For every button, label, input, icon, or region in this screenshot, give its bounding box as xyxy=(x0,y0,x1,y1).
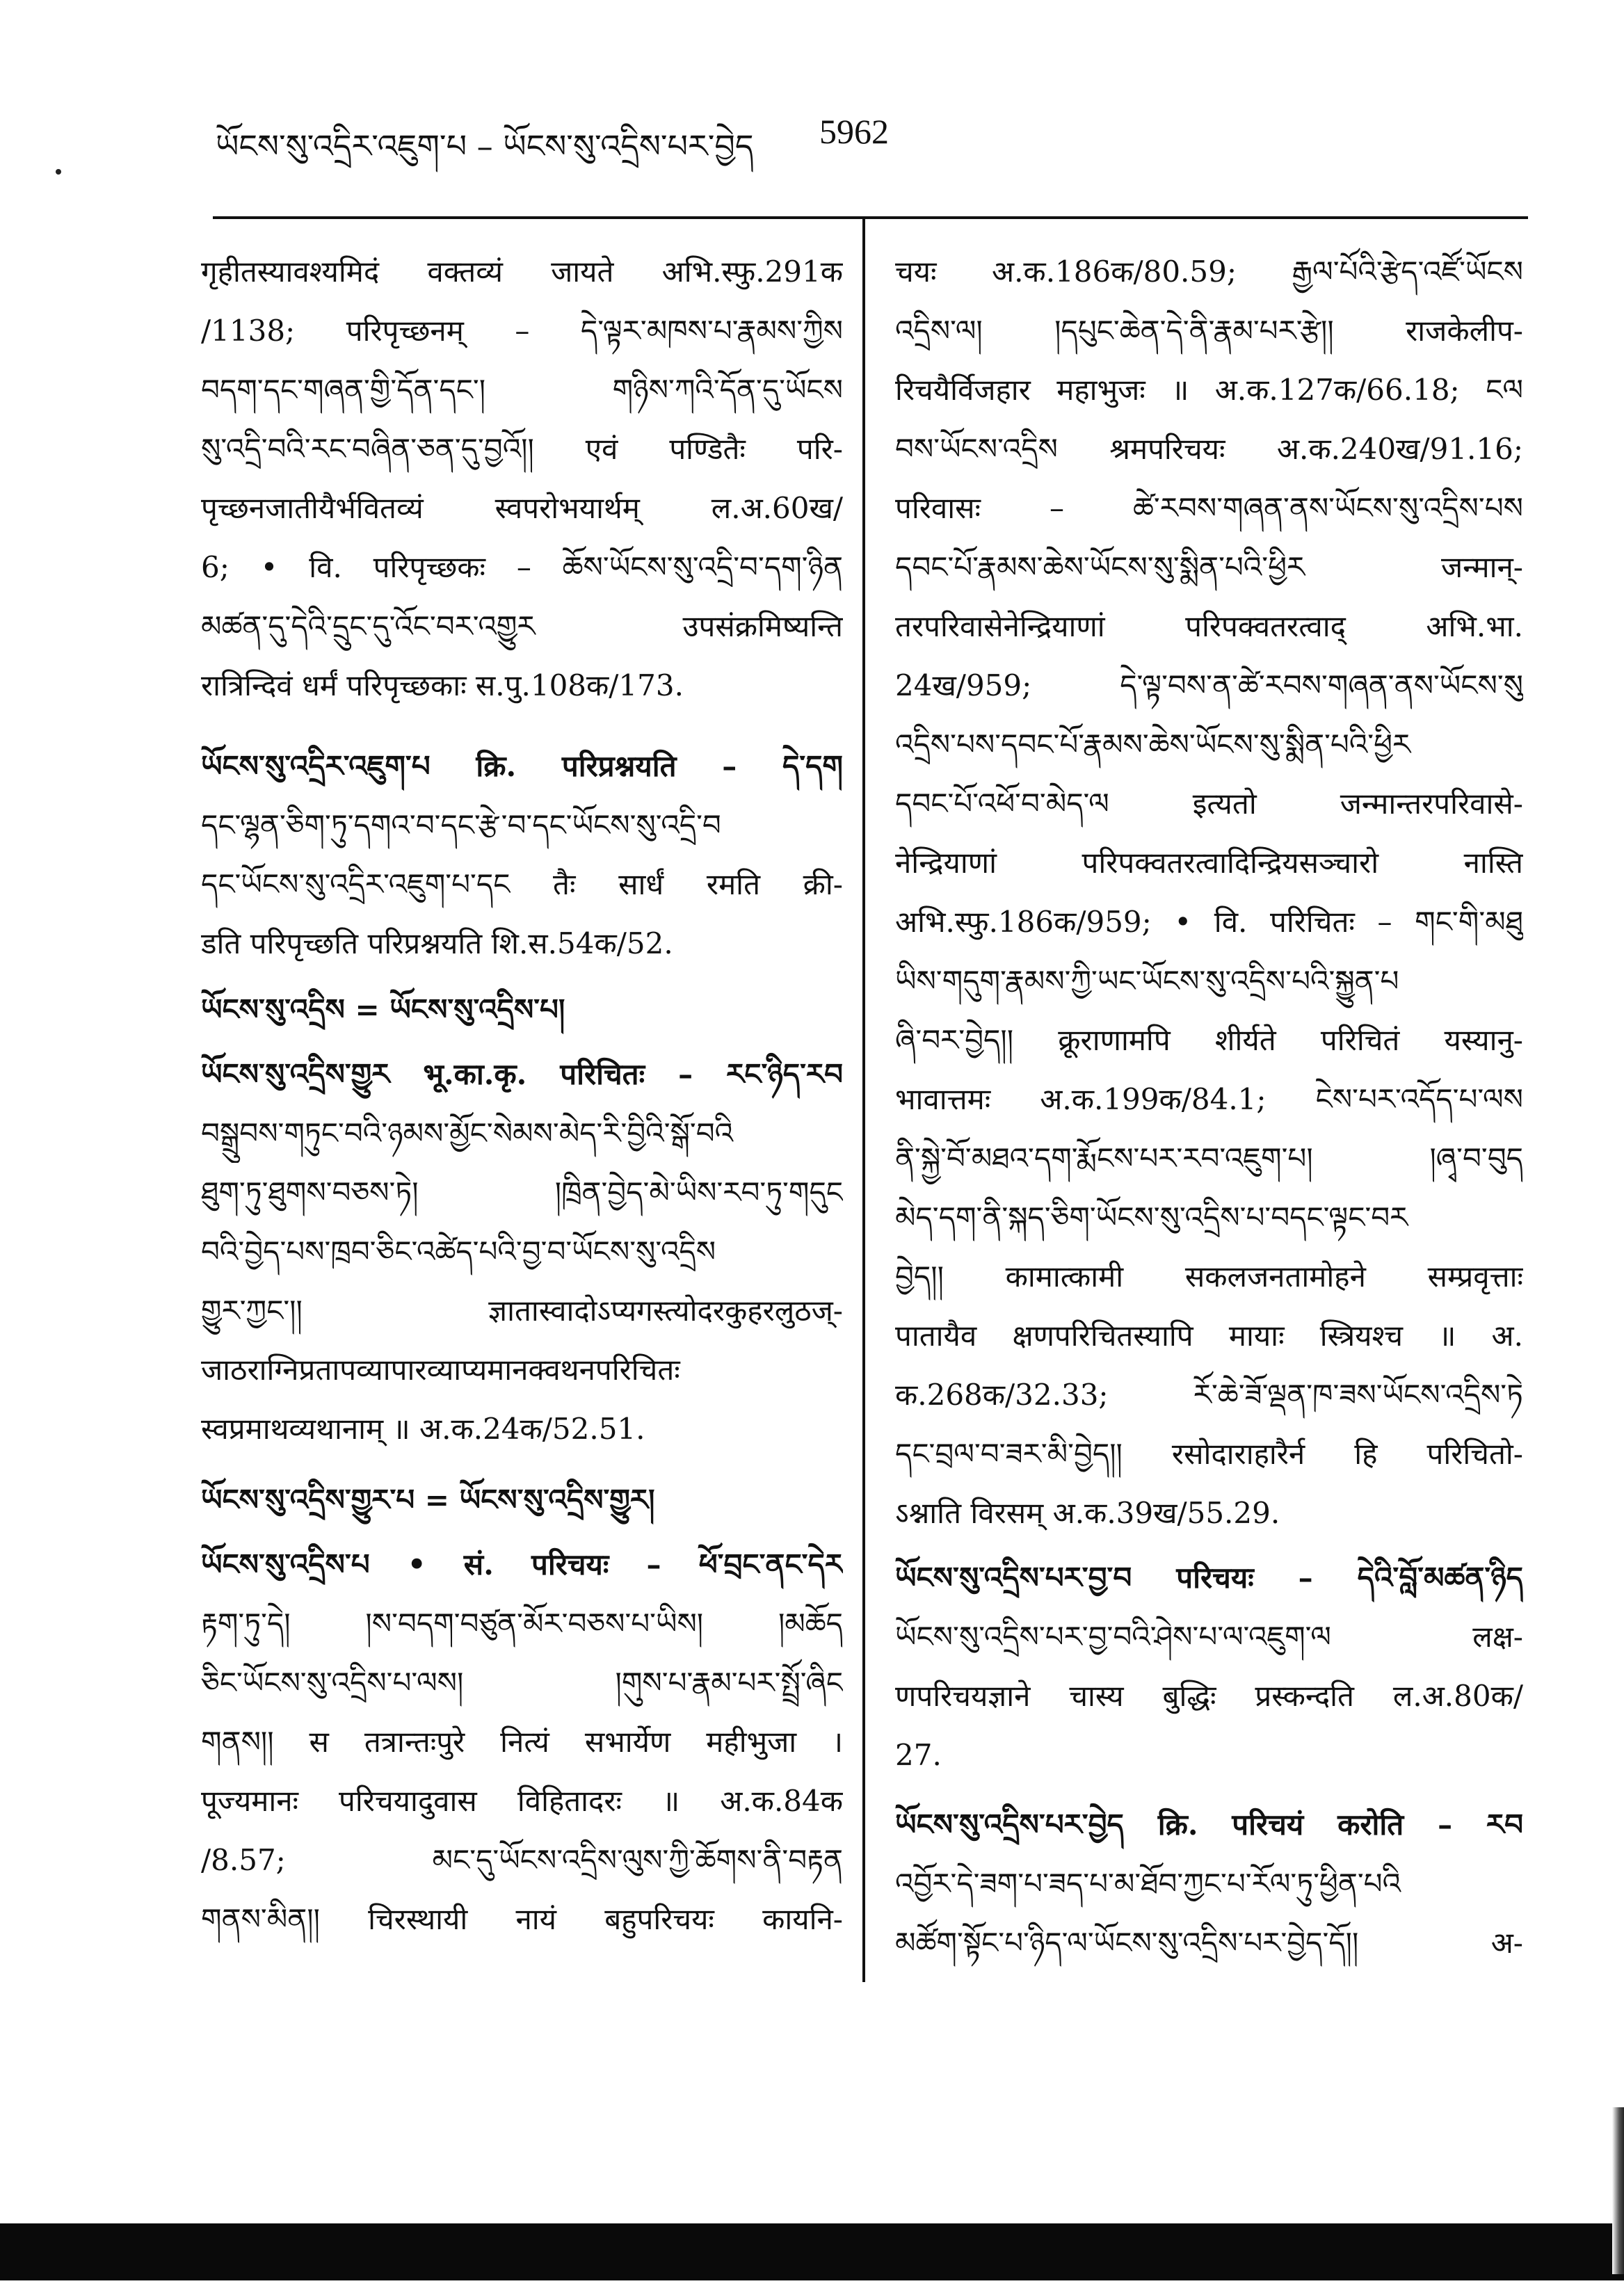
text-line: དབང་པོ་རྣམས་ཆེས་ཡོངས་སུ་སྨིན་པའི་ཕྱིར जन्मान्- xyxy=(895,550,1523,584)
text-line: नेन्द्रियाणां परिपक्वतरत्वादिन्द्रियसञ्चारो नास्ति xyxy=(895,846,1523,880)
text-line: གནས་མིན།། चिरस्थायी नायं बहुपरिचयः कायनि- xyxy=(201,1902,843,1936)
scan-bottom-edge xyxy=(0,2223,1624,2280)
entry-headword-line: ཡོངས་སུ་འདྲིས = ཡོངས་སུ་འདྲིས་པ། xyxy=(201,992,565,1027)
text-line: གནས།། स तत्रान्तःपुरे नित्यं सभार्येण महीभुजा । xyxy=(201,1725,843,1759)
text-line: སུ་འདྲི་བའི་རང་བཞིན་ཅན་དུ་བྱའོ།། एवं पण्डितैः परि- xyxy=(201,432,843,466)
right-column xyxy=(895,242,1523,1972)
entry-headword-line: ཡོངས་སུ་འདྲིས་གྱུར་པ = ཡོངས་སུ་འདྲིས་གྱུར། xyxy=(201,1483,655,1517)
text-line: अभि.स्फु.186क/959; • वि. परिचितः – གང་གི་མཐུ xyxy=(895,905,1523,939)
text-line: འབྱོར་དེ་ཟག་པ་ཟད་པ་མ་ཐོབ་ཀྱང་པ་རོལ་ཏུ་ཕྱིན་པའི xyxy=(895,1867,1401,1901)
text-line: गृहीतस्यावश्यमिदं वक्तव्यं जायते अभि.स्फु.291क xyxy=(201,255,843,289)
text-line: णपरिचयज्ञाने चास्य बुद्धिः प्रस्कन्दति ल.अ.80क/ xyxy=(895,1679,1523,1713)
text-line: 24ख/959; དེ་ལྟ་བས་ན་ཚེ་རབས་གཞན་ནས་ཡོངས་སུ xyxy=(895,668,1523,702)
text-line: བསྒྲུབས་གཏུང་བའི་ཉམས་མྱོང་སེམས་མེད་རི་བྱིའི་སྒོ་བའི xyxy=(201,1116,734,1150)
page-number: 5962 xyxy=(819,112,889,151)
text-line: /1138; परिपृच्छनम् – དེ་ལྟར་མཁས་པ་རྣམས་ཀྱིས xyxy=(201,314,843,348)
column-divider xyxy=(862,218,865,1982)
text-line: पूज्यमानः परिचयादुवास विहितादरः ॥ अ.क.84क xyxy=(201,1784,843,1818)
text-line: चयः अ.क.186क/80.59; རྒྱལ་པོའི་རྩེད་འཛོ་ཡོངས xyxy=(895,255,1523,289)
entry-headword-line: ཡོངས་སུ་འདྲིས་གྱུར भू.का.कृ. परिचितः – རང་ཉིད་རབ xyxy=(201,1057,843,1091)
text-line: མཚན་དུ་དེའི་དྲུང་དུ་འོང་བར་འགྱུར उपसंक्रमिष्यन्ति xyxy=(201,609,843,643)
text-line: བས་ཡོངས་འདྲིས श्रमपरिचयः अ.क.240ख/91.16; xyxy=(895,432,1523,466)
text-line: ཞི་བར་བྱེད།། क्रूराणामपि शीर्यते परिचितं यस्यानु- xyxy=(895,1023,1523,1057)
text-line: पृच्छनजातीयैर्भवितव्यं स्वपरोभयार्थम् ल.अ.60ख/ xyxy=(201,491,843,525)
text-line: 6; • वि. परिपृच्छकः – ཆོས་ཡོངས་སུ་འདྲི་བ་དག་ཉིན xyxy=(201,550,843,584)
text-line: परिवासः – ཚེ་རབས་གཞན་ནས་ཡོངས་སུ་འདྲིས་པས xyxy=(895,491,1523,525)
header-rule xyxy=(213,216,1528,219)
text-line: जाठराग्निप्रतापव्यापारव्याप्यमानक्वथनपरिचितः xyxy=(201,1353,680,1387)
text-line: क.268क/32.33; རོ་ཆེ་ཟོ་ལྡན་ཁ་ཟས་ཡོངས་འདྲིས་ཏེ xyxy=(895,1378,1523,1412)
text-line: /8.57; མང་དུ་ཡོངས་འདྲིས་ལུས་ཀྱི་ཆོགས་ནི་བརྟན xyxy=(201,1843,843,1877)
text-line: तरपरिवासेनेन्द्रियाणां परिपक्वतरत्वाद् अभि.भा. xyxy=(895,609,1523,643)
text-line: གྱུར་ཀྱང་།། ज्ञातास्वादोऽप्यगस्त्योदरकुहरलुठज्- xyxy=(201,1294,843,1328)
text-line: དང་བྲལ་བ་ཟར་མི་བྱེད།། रसोदाराहारैर्न हि परिचितो- xyxy=(895,1437,1523,1471)
text-line: བྱེད།། कामात्कामी सकलजनतामोहने सम्प्रवृत्ताः xyxy=(895,1259,1523,1294)
entry-headword-line: ཡོངས་སུ་འདྲིས་པར་བྱ་བ परिचयः – དེའི་བློ་མཚན་ཉིད xyxy=(895,1561,1523,1595)
text-line: མེད་དག་ནི་སྐད་ཅིག་ཡོངས་སུ་འདྲིས་པ་བདང་ལྟང་བར xyxy=(895,1200,1408,1234)
text-line: रात्रिन्दिवं धर्मं परिपृच्छकाः स.पु.108क/173. xyxy=(201,668,684,702)
text-line: བདག་དང་གཞན་གྱི་དོན་དང་། གཉིས་ཀའི་དོན་དུ་ཡོངས xyxy=(201,373,843,407)
text-line: डति परिपृच्छति परिप्रश्नयति शि.स.54क/52. xyxy=(201,926,673,960)
scan-speck xyxy=(56,169,61,175)
text-line: ནི་སྐྱེ་བོ་མཐའ་དག་རྨོངས་པར་རབ་འཇུག་པ། །ཞྭ་བ་བུད xyxy=(895,1141,1523,1175)
text-line: དང་ཡོངས་སུ་འདྲིར་འཇུག་པ་དང तैः सार्धं रमति क्री- xyxy=(201,867,843,901)
text-line: ཡོངས་སུ་འདྲིས་པར་བྱ་བའི་ཤེས་པ་ལ་འཇུག་ལ लक्ष- xyxy=(895,1620,1523,1654)
text-line: དབང་པོ་འཕོ་བ་མེད་ལ इत्यतो जन्मान्तरपरिवासे- xyxy=(895,787,1523,821)
text-line: འདྲིས་ལ། །དཔུང་ཆེན་དེ་ནི་རྣམ་པར་རྩེ།། राजकेलीप- xyxy=(895,314,1523,348)
text-line: भावात्तमः अ.क.199क/84.1; ངེས་པར་འདོད་པ་ལས xyxy=(895,1082,1523,1116)
entry-headword-line: ཡོངས་སུ་འདྲིར་འཇུག་པ क्रि. परिप्रश्नयति – དེ་དག xyxy=(201,749,843,783)
left-column xyxy=(201,242,843,1949)
text-line: रिचयैर्विजहार महाभुजः ॥ अ.क.127क/66.18; ངལ xyxy=(895,373,1523,407)
running-header: ཡོངས་སུ་འདྲིར་འཇུག་པ – ཡོངས་སུ་འདྲིས་པར་བྱེད xyxy=(216,127,754,165)
text-line: འདྲིས་པས་དབང་པོ་རྣམས་ཆེས་ཡོངས་སུ་སྨིན་པའི་ཕྱིར xyxy=(895,727,1411,762)
text-line: ऽश्नाति विरसम् अ.क.39ख/55.29. xyxy=(895,1496,1280,1530)
entry-headword-line: ཡོངས་སུ་འདྲིས་པ • सं. परिचयः – ཕོ་བྲང་ནང་དེར xyxy=(201,1547,843,1581)
text-line: མཚོག་སྟོང་པ་ཉིད་ལ་ཡོངས་སུ་འདྲིས་པར་བྱེད་དོ།། अ- xyxy=(895,1926,1523,1960)
text-line: पातायैव क्षणपरिचितस्यापि मायाः स्त्रियश्च ॥ अ. xyxy=(895,1319,1523,1353)
text-line: ཅིང་ཡོངས་སུ་འདྲིས་པ་ལས། །གུས་པ་རྣམ་པར་སྤྲོ་ཞིང xyxy=(201,1666,843,1700)
text-line: རྟག་ཏུ་དེ། །ས་བདག་བཙུན་མོར་བཅས་པ་ཡིས། །མཆོད xyxy=(201,1607,843,1641)
entry-headword-line: ཡོངས་སུ་འདྲིས་པར་བྱེད क्रि. परिचयं करोति – རབ xyxy=(895,1808,1523,1842)
scan-edge-shadow xyxy=(1612,2107,1624,2274)
text-line: 27. xyxy=(895,1738,942,1772)
text-line: ཐུག་ཏུ་ཐུགས་བཅས་ཏེ། །ཁྲིན་བྱེད་མེ་ཡིས་རབ་ཏུ་གདུང xyxy=(201,1175,843,1209)
text-line: དང་ལྷན་ཅིག་ཏུ་དགའ་བ་དང་རྩེ་བ་དང་ཡོངས་སུ་འདྲི་བ xyxy=(201,808,721,842)
text-line: བའི་བྱེད་པས་ཁྲབ་ཅིང་འཚེད་པའི་བྱ་བ་ཡོངས་སུ་འདྲིས xyxy=(201,1234,716,1269)
text-line: ཡིས་གདུག་རྣམས་ཀྱི་ཡང་ཡོངས་སུ་འདྲིས་པའི་སྐྱུན་པ xyxy=(895,964,1399,998)
text-line: स्वप्रमाथव्यथानाम् ॥ अ.क.24क/52.51. xyxy=(201,1412,645,1446)
